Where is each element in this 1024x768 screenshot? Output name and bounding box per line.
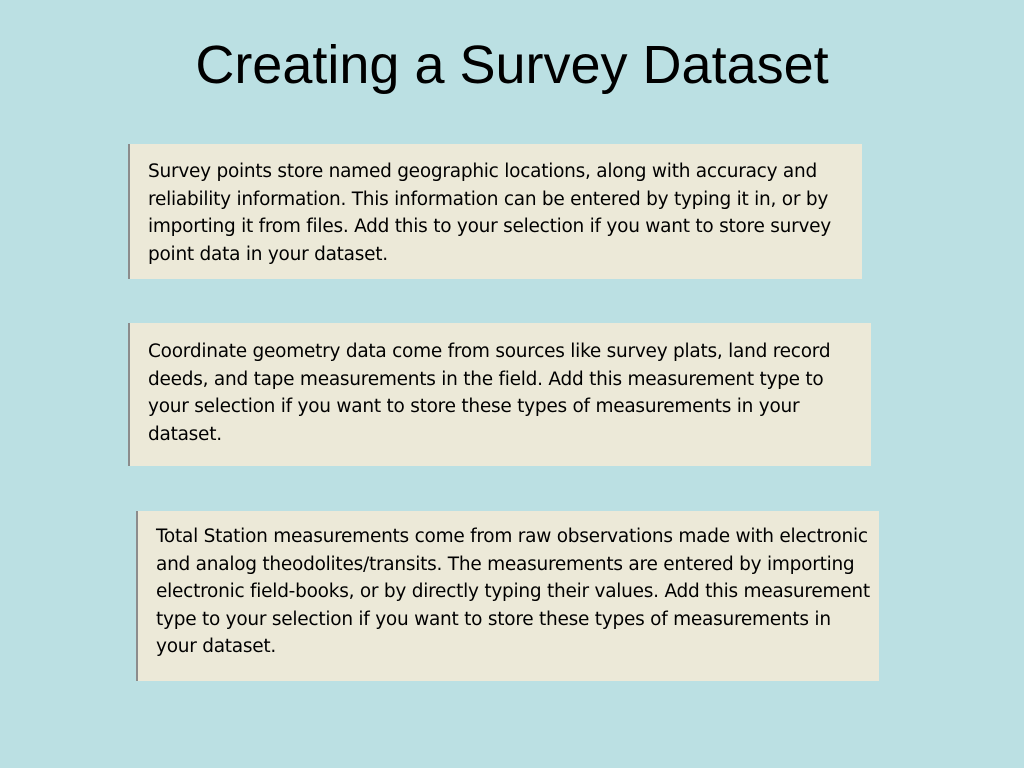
survey-points-description-panel (128, 144, 862, 279)
coordinate-geometry-description: Coordinate geometry data come from sources like survey plats, land record deeds, and tape measurements in the field. Add this measurement type to your selection if you want to store these types of measurements in your dataset. (148, 341, 831, 445)
total-station-description: Total Station measurements come from raw observations made with electronic and analog theodolites/transits. The measurements are entered by importing electronic field-books, or by directly typing their values. Add this measurement type to your selection if you want to store these types of measurements in your dataset. (156, 526, 870, 657)
survey-points-description: Survey points store named geographic locations, along with accuracy and reliability information. This information can be entered by typing it in, or by importing it from files. Add this to your selection if you want to store survey point data in your dataset. (148, 161, 832, 265)
total-station-description-panel (136, 511, 879, 681)
coordinate-geometry-description-panel (128, 323, 871, 466)
slide-title: Creating a Survey Dataset (195, 35, 829, 95)
